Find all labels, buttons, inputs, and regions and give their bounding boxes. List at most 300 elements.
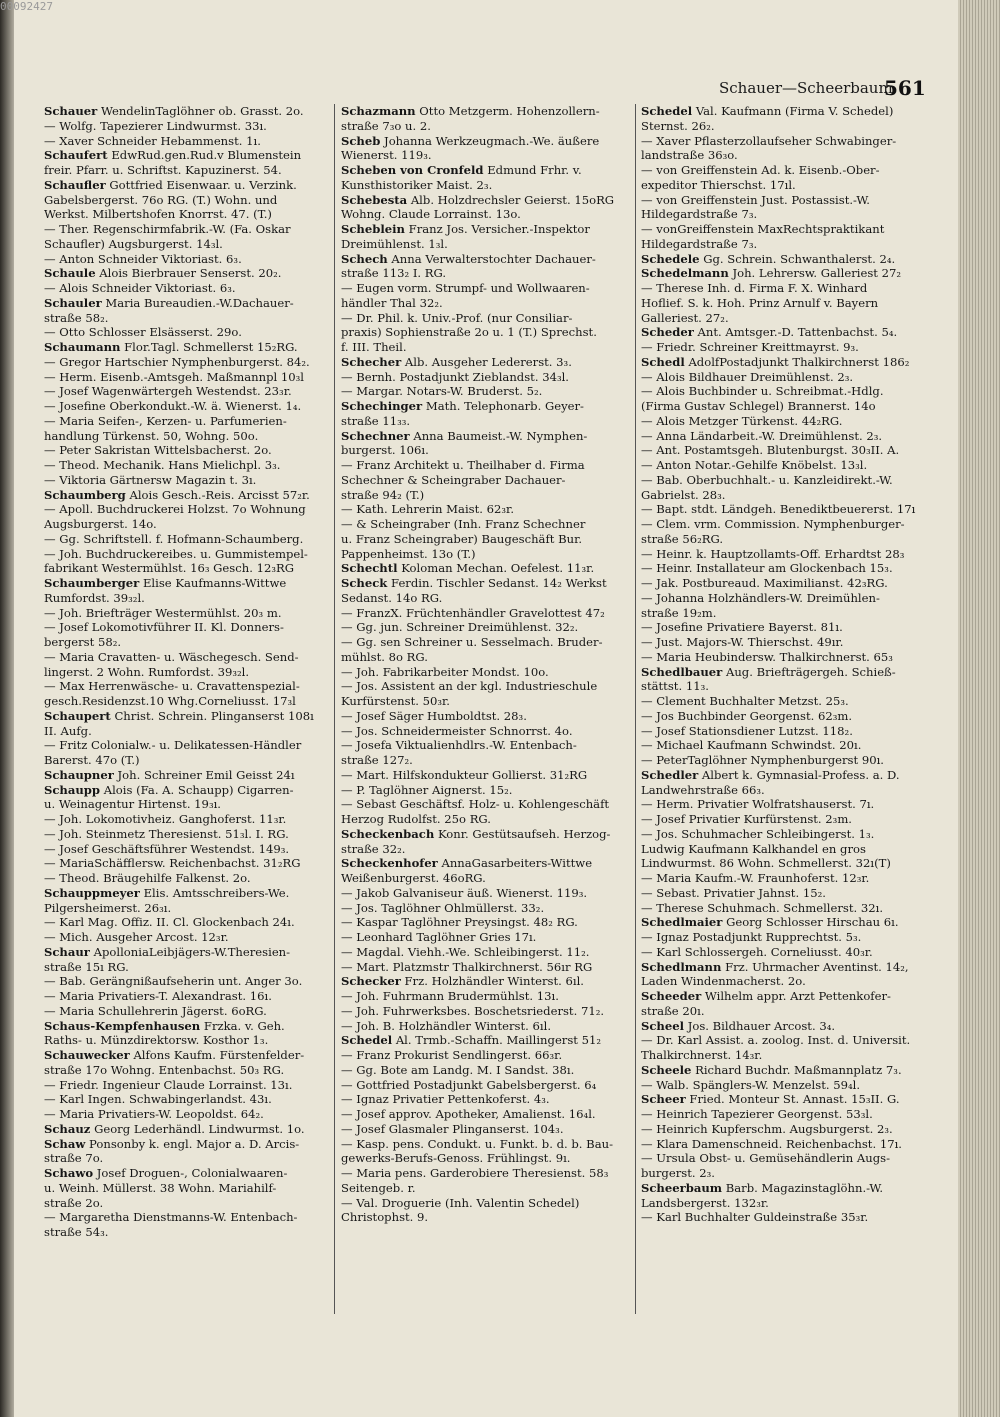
surname: Schechner <box>341 428 410 443</box>
entry-text: freir. Pfarr. u. Schriftst. Kapuzinerst. 54. <box>44 163 282 177</box>
directory-entry-line <box>44 974 328 989</box>
surname: Schechinger <box>341 399 423 413</box>
entry-text: — Jak. Postbureaud. Maximilianst. 42₃RG. <box>641 576 888 590</box>
directory-entry-line <box>44 384 328 399</box>
directory-entry-line <box>341 960 630 975</box>
entry-text: — Joh. Buchdruckereibes. u. Gummistempel- <box>44 546 308 561</box>
directory-entry-line <box>44 591 328 606</box>
directory-entry-line <box>641 1107 937 1122</box>
entry-text: Hoflief. S. k. Hoh. Prinz Arnulf v. Bayern <box>641 295 879 310</box>
directory-entry-line <box>341 311 630 326</box>
surname: Schedlbauer <box>641 664 723 679</box>
entry-text: u. Weinh. Müllerst. 38 Wohn. Mariahilf- <box>44 1180 277 1195</box>
entry-text: expeditor Thierschst. 17ıl. <box>641 177 796 192</box>
directory-entry-line <box>641 148 937 163</box>
directory-entry-line <box>341 532 630 547</box>
entry-text: — Friedr. Schreiner Kreittmayrst. 9₃. <box>641 340 859 354</box>
directory-entry-line <box>44 1137 328 1152</box>
directory-entry-line <box>44 620 328 635</box>
directory-entry-line <box>341 1137 630 1152</box>
directory-entry-line <box>44 915 328 930</box>
entry-text: — Josefine Oberkondukt.-W. ä. Wienerst. 1₄. <box>44 399 302 413</box>
entry-text: — Anton Notar.-Gehilfe Knöbelst. 13₃l. <box>641 458 868 472</box>
surname: Schauwecker <box>44 1048 130 1062</box>
surname: Schauer <box>44 104 98 118</box>
entry-text: Alfons Kaufm. Fürstenfelder- <box>133 1048 305 1062</box>
surname: Schechtl <box>341 561 398 576</box>
entry-text: Jos. Bildhauer Arcost. 3₄. <box>687 1018 836 1033</box>
entry-text: — Otto Schlosser Elsässerst. 29o. <box>44 325 242 340</box>
directory-entry-line <box>341 1048 630 1063</box>
directory-entry-line <box>341 1107 630 1122</box>
directory-entry-line <box>641 945 937 960</box>
entry-text: — Maria Privatiers-W. Leopoldst. 64₂. <box>44 1107 264 1121</box>
directory-entry-line <box>44 1078 328 1093</box>
directory-entry-line <box>44 517 328 532</box>
directory-entry-line <box>44 104 328 119</box>
directory-entry-line <box>44 458 328 473</box>
entry-text: — Jakob Galvaniseur äuß. Wienerst. 119₃. <box>341 885 588 900</box>
directory-entry-line <box>341 1166 630 1181</box>
entry-text: praxis) Sophienstraße 2o u. 1 (T.) Sprechst. <box>341 325 597 340</box>
entry-text: Seitengeb. r. <box>341 1180 416 1195</box>
directory-entry-line <box>341 384 630 399</box>
directory-entry-line <box>341 1151 630 1166</box>
directory-entry-line <box>341 163 630 178</box>
directory-entry-line <box>341 620 630 635</box>
entry-text: — Jos. Assistent an der kgl. Industrieschule <box>341 679 598 694</box>
directory-entry-line <box>341 399 630 414</box>
surname: Schaumann <box>44 340 121 354</box>
directory-entry-line <box>641 473 937 488</box>
surname: Schecker <box>341 974 401 989</box>
directory-entry-line <box>44 606 328 621</box>
entry-text: — Josef Wagenwärtergeh Westendst. 23₃r. <box>44 384 292 399</box>
entry-text: straße 7₃o u. 2. <box>341 118 431 133</box>
entry-text: u. Franz Scheingraber) Baugeschäft Bur. <box>341 531 583 546</box>
directory-entry-line <box>44 679 328 694</box>
entry-text: AnnaGasarbeiters-Wittwe <box>441 856 593 871</box>
entry-text: Raths- u. Münzdirektorsw. Kosthor 1₃. <box>44 1033 269 1048</box>
directory-entry-line <box>341 429 630 444</box>
entry-text: Al. Trmb.-Schaffn. Maillingerst 51₂ <box>395 1033 602 1048</box>
directory-entry-line <box>641 163 937 178</box>
directory-entry-line <box>44 237 328 252</box>
entry-text: — Josef Glasmaler Plinganserst. 104₃. <box>341 1121 564 1136</box>
directory-entry-line <box>341 709 630 724</box>
directory-entry-line <box>44 650 328 665</box>
directory-entry-line <box>341 783 630 798</box>
entry-text: Rumfordst. 39₃₂l. <box>44 590 145 605</box>
directory-entry-line <box>341 252 630 267</box>
entry-text: — Alois Metzger Türkenst. 44₂RG. <box>641 413 843 428</box>
entry-text: Frz. Holzhändler Winterst. 6ıl. <box>404 974 584 989</box>
directory-entry-line <box>341 1019 630 1034</box>
directory-entry-line <box>641 458 937 473</box>
entry-text: — Bab. Gerängnißaufseherin unt. Anger 3o. <box>44 974 303 989</box>
entry-text: — Wolfg. Tapezierer Lindwurmst. 33ı. <box>44 118 267 133</box>
directory-entry-line <box>341 915 630 930</box>
entry-text: — Alois Bildhauer Dreimühlenst. 2₃. <box>641 369 854 384</box>
directory-entry-line <box>641 724 937 739</box>
directory-entry-line <box>641 1048 937 1063</box>
directory-entry-line <box>641 296 937 311</box>
directory-entry-line <box>341 1004 630 1019</box>
entry-text: straße 17o Wohng. Entenbachst. 50₃ RG. <box>44 1062 285 1077</box>
directory-entry-line <box>641 1210 937 1225</box>
entry-text: straße 58₂. <box>44 310 109 325</box>
entry-text: — Franz Prokurist Sendlingerst. 66₃r. <box>341 1048 563 1062</box>
entry-text: straße 15ı RG. <box>44 959 129 974</box>
entry-text: Schaufler) Augsburgerst. 14₃l. <box>44 236 223 251</box>
directory-entry-line <box>641 665 937 680</box>
directory-entry-line <box>341 842 630 857</box>
entry-text: — Bab. Oberbuchhalt.- u. Kanzleidirekt.-W. <box>641 472 893 487</box>
entry-text: mühlst. 8o RG. <box>341 649 428 664</box>
entry-text: straße 7o. <box>44 1151 104 1166</box>
directory-entry-line <box>641 901 937 916</box>
entry-text: — Jos. Schneidermeister Schnorrst. 4o. <box>341 723 573 738</box>
entry-text: — von Greiffenstein Just. Postassist.-W. <box>641 192 870 207</box>
entry-text: — Maria Schullehrerin Jägerst. 6oRG. <box>44 1003 267 1018</box>
directory-entry-line <box>44 945 328 960</box>
directory-entry-line <box>44 1225 328 1240</box>
directory-entry-line <box>641 399 937 414</box>
entry-text: — Gg. jun. Schreiner Dreimühlenst. 32₂. <box>341 620 579 635</box>
directory-entry-line <box>641 679 937 694</box>
directory-entry-line <box>641 797 937 812</box>
directory-entry-line <box>641 1078 937 1093</box>
directory-entry-line <box>341 325 630 340</box>
entry-text: — Maria pens. Garderobiere Theresienst. 58₃ <box>341 1166 609 1180</box>
directory-entry-line <box>44 842 328 857</box>
entry-text: — Joh. Steinmetz Theresienst. 51₃l. I. RG. <box>44 826 289 841</box>
entry-text: — Apoll. Buchdruckerei Holzst. 7o Wohnung <box>44 502 306 517</box>
entry-text: Gottfried Eisenwaar. u. Verzink. <box>109 177 297 192</box>
directory-entry-line <box>44 930 328 945</box>
entry-text: — Josef approv. Apotheker, Amalienst. 16₄l. <box>341 1107 596 1121</box>
entry-text: Dreimühlenst. 1₃l. <box>341 236 448 251</box>
directory-entry-line <box>44 502 328 517</box>
directory-entry-line <box>44 532 328 547</box>
directory-entry-line <box>641 281 937 296</box>
directory-entry-line <box>641 886 937 901</box>
entry-text: Konr. Gestütsaufseh. Herzog- <box>437 826 611 841</box>
directory-entry-line <box>641 547 937 562</box>
entry-text: Ponsonby k. engl. Major a. D. Arcis- <box>89 1136 300 1151</box>
entry-text: — Maria Heubindersw. Thalkirchnerst. 65₃ <box>641 649 893 664</box>
surname: Schebesta <box>341 192 408 207</box>
column-divider <box>635 104 636 1314</box>
surname: Schedel <box>341 1033 393 1048</box>
entry-text: u. Weinagentur Hirtenst. 19₃ı. <box>44 797 221 812</box>
entry-text: bergerst 58₂. <box>44 635 122 649</box>
directory-entry-line <box>341 237 630 252</box>
entry-text: ApolloniaLeibjägers-W.Theresien- <box>93 944 291 959</box>
directory-entry-line <box>44 709 328 724</box>
directory-entry-line <box>341 945 630 960</box>
directory-entry-line <box>641 620 937 635</box>
surname: Scheckenbach <box>341 826 435 841</box>
directory-entry-line <box>341 1210 630 1225</box>
directory-entry-line <box>44 1107 328 1122</box>
directory-entry-line <box>341 797 630 812</box>
directory-entry-line <box>641 517 937 532</box>
entry-text: straße 94₂ (T.) <box>341 487 425 502</box>
entry-text: Maria Bureaudien.-W.Dachauer- <box>105 295 294 310</box>
directory-entry-line <box>641 311 937 326</box>
entry-text: Christ. Schrein. Plinganserst 108ı <box>114 708 314 723</box>
entry-text: Ludwig Kaufmann Kalkhandel en gros <box>641 841 866 856</box>
directory-entry-line <box>44 1210 328 1225</box>
entry-text: Ferdin. Tischler Sedanst. 14₂ Werkst <box>391 576 607 590</box>
directory-entry-line <box>641 443 937 458</box>
directory-entry-line <box>341 1078 630 1093</box>
entry-text: Galleriest. 27₂. <box>641 310 729 325</box>
entry-text: Herzog Rudolfst. 25o RG. <box>341 812 491 826</box>
directory-entry-line <box>341 724 630 739</box>
directory-entry-line <box>44 281 328 296</box>
directory-entry-line <box>341 930 630 945</box>
scan-id: 00092427 <box>0 0 53 13</box>
entry-text: — Anton Schneider Viktoriast. 6₃. <box>44 251 242 266</box>
entry-text: — Johanna Holzhändlers-W. Dreimühlen- <box>641 590 880 605</box>
directory-entry-line <box>341 1196 630 1211</box>
entry-text: — Kasp. pens. Condukt. u. Funkt. b. d. b. Bau- <box>341 1136 613 1151</box>
directory-entry-line <box>44 753 328 768</box>
entry-text: Gg. Schrein. Schwanthalerst. 2₄. <box>703 251 896 266</box>
entry-text: — Klara Damenschneid. Reichenbachst. 17ı. <box>641 1136 902 1151</box>
directory-entry-line <box>341 576 630 591</box>
entry-text: — Leonhard Taglöhner Gries 17ı. <box>341 930 537 944</box>
entry-text: Lindwurmst. 86 Wohn. Schmellerst. 32ı(T) <box>641 856 891 871</box>
directory-entry-line <box>44 561 328 576</box>
entry-text: — Maria Seifen-, Kerzen- u. Parfumerien- <box>44 413 287 428</box>
surname: Schaw <box>44 1136 86 1151</box>
entry-column-1 <box>44 104 328 1240</box>
entry-text: Thalkirchnerst. 14₃r. <box>641 1048 763 1062</box>
surname: Schauz <box>44 1121 91 1136</box>
directory-entry-line <box>641 502 937 517</box>
directory-entry-line <box>341 886 630 901</box>
directory-entry-line <box>341 1092 630 1107</box>
entry-text: Fried. Monteur St. Annast. 15₃II. G. <box>689 1092 900 1107</box>
surname: Schaupert <box>44 708 111 723</box>
surname: Schaupner <box>44 767 114 782</box>
surname: Schedlmann <box>641 959 722 974</box>
directory-entry-line <box>341 679 630 694</box>
entry-text: — Jos Buchbinder Georgenst. 62₃m. <box>641 708 853 723</box>
entry-text: — Herm. Privatier Wolfratshauserst. 7ı. <box>641 797 875 812</box>
directory-entry-line <box>44 399 328 414</box>
entry-text: Richard Buchdr. Maßmannplatz 7₃. <box>695 1062 902 1077</box>
directory-entry-line <box>641 325 937 340</box>
column-divider <box>334 104 335 1314</box>
directory-entry-line <box>44 119 328 134</box>
entry-text: Gabrielst. 28₃. <box>641 487 726 502</box>
directory-entry-line <box>341 738 630 753</box>
entry-text: gewerks-Berufs-Genoss. Frühlingst. 9ı. <box>341 1151 571 1166</box>
directory-entry-line <box>641 812 937 827</box>
surname: Schedlmaier <box>641 915 723 930</box>
surname: Schedelmann <box>641 266 729 281</box>
directory-entry-line <box>641 974 937 989</box>
entry-text: Anna Verwalterstochter Dachauer- <box>391 251 596 266</box>
directory-entry-line <box>44 296 328 311</box>
directory-entry-line <box>341 458 630 473</box>
directory-entry-line <box>641 650 937 665</box>
entry-text: — Max Herrenwäsche- u. Cravattenspezial- <box>44 679 300 694</box>
entry-text: landstraße 36₃o. <box>641 148 738 163</box>
directory-entry-line <box>641 1122 937 1137</box>
entry-text: handlung Türkenst. 50, Wohng. 50o. <box>44 428 259 443</box>
entry-text: — Clement Buchhalter Metzst. 25₃. <box>641 694 849 708</box>
surname: Schedler <box>641 767 699 782</box>
directory-entry-line <box>341 1063 630 1078</box>
directory-entry-line <box>641 1196 937 1211</box>
entry-text: — Mart. Hilfskondukteur Gollierst. 31₂RG <box>341 767 588 782</box>
directory-entry-line <box>641 606 937 621</box>
directory-entry-line <box>641 635 937 650</box>
directory-entry-line <box>341 414 630 429</box>
entry-text: II. Aufg. <box>44 723 92 738</box>
entry-column-3 <box>641 104 937 1225</box>
directory-entry-line <box>641 856 937 871</box>
directory-entry-line <box>44 488 328 503</box>
entry-text: — Gg. sen Schreiner u. Sesselmach. Bruder- <box>341 635 603 649</box>
entry-text: — Dr. Karl Assist. a. zoolog. Inst. d. Universit. <box>641 1033 911 1048</box>
directory-entry-line <box>44 1004 328 1019</box>
directory-entry-line <box>641 709 937 724</box>
entry-column-2 <box>341 104 630 1225</box>
surname: Schaule <box>44 266 96 281</box>
entry-text: — Fritz Colonialw.- u. Delikatessen-Händler <box>44 738 302 753</box>
directory-entry-line <box>44 1033 328 1048</box>
surname: Schaumberger <box>44 576 140 590</box>
entry-text: — Margaretha Dienstmanns-W. Entenbach- <box>44 1210 298 1225</box>
entry-text: — Xaver Schneider Hebammenst. 1ı. <box>44 133 261 148</box>
directory-entry-line <box>44 738 328 753</box>
entry-text: — Herm. Eisenb.-Amtsgeh. Maßmannpl 10₃l <box>44 369 305 384</box>
entry-text: burgerst. 2₃. <box>641 1166 715 1180</box>
entry-text: — Sebast Geschäftsf. Holz- u. Kohlengeschäft <box>341 797 610 812</box>
entry-text: fabrikant Westermühlst. 16₃ Gesch. 12₃RG <box>44 561 294 576</box>
directory-entry-line <box>641 1004 937 1019</box>
entry-text: — Theod. Bräugehilfe Falkenst. 2o. <box>44 871 251 885</box>
directory-entry-line <box>641 989 937 1004</box>
surname: Scheer <box>641 1092 686 1107</box>
directory-entry-line <box>44 1166 328 1181</box>
entry-text: Landsbergerst. 132₃r. <box>641 1195 769 1210</box>
directory-entry-line <box>641 561 937 576</box>
directory-entry-line <box>641 694 937 709</box>
directory-entry-line <box>44 355 328 370</box>
entry-text: Alois (Fa. A. Schaupp) Cigarren- <box>103 782 294 797</box>
surname: Schedl <box>641 354 685 369</box>
surname: Schaufler <box>44 177 106 192</box>
directory-entry-line <box>641 1019 937 1034</box>
directory-entry-line <box>341 104 630 119</box>
directory-entry-line <box>44 252 328 267</box>
surname: Schaus-Kempfenhausen <box>44 1018 201 1033</box>
directory-entry-line <box>341 974 630 989</box>
entry-text: — MariaSchäfflersw. Reichenbachst. 31₂RG <box>44 856 301 871</box>
directory-entry-line <box>641 1033 937 1048</box>
directory-entry-line <box>44 665 328 680</box>
directory-entry-line <box>641 207 937 222</box>
surname: Schedele <box>641 251 700 266</box>
directory-entry-line <box>341 222 630 237</box>
directory-entry-line <box>641 266 937 281</box>
directory-entry-line <box>341 296 630 311</box>
surname: Scheckenhofer <box>341 856 438 871</box>
entry-text: — Josef Säger Humboldtst. 28₃. <box>341 708 527 723</box>
surname: Scheder <box>641 325 694 340</box>
directory-entry-line <box>44 266 328 281</box>
entry-text: — Heinrich Tapezierer Georgenst. 53₃l. <box>641 1107 873 1121</box>
directory-entry-line <box>641 134 937 149</box>
directory-entry-line <box>341 266 630 281</box>
directory-entry-line <box>641 178 937 193</box>
entry-text: Sedanst. 14o RG. <box>341 590 443 605</box>
directory-entry-line <box>641 591 937 606</box>
entry-text: Barerst. 47o (T.) <box>44 753 140 767</box>
directory-entry-line <box>44 1196 328 1211</box>
entry-text: Albert k. Gymnasial-Profess. a. D. <box>701 767 900 782</box>
entry-text: — Maria Kaufm.-W. Fraunhoferst. 12₃r. <box>641 871 870 885</box>
entry-text: Edmund Frhr. v. <box>487 163 582 177</box>
directory-entry-line <box>641 768 937 783</box>
entry-text: Franz Jos. Versicher.-Inspektor <box>408 222 590 236</box>
entry-text: — Walb. Spänglers-W. Menzelst. 59₄l. <box>641 1077 861 1092</box>
entry-text: — Karl Schlossergeh. Corneliusst. 40₃r. <box>641 944 873 959</box>
running-head: Schauer—Scheerbaum <box>719 79 893 97</box>
entry-text: Gabelsbergerst. 76o RG. (T.) Wohn. und <box>44 192 278 207</box>
entry-text: straße 19₂m. <box>641 605 717 620</box>
entry-text: — Ignaz Privatier Pettenkoferst. 4₃. <box>341 1092 550 1107</box>
directory-entry-line <box>641 930 937 945</box>
directory-entry-line <box>341 812 630 827</box>
entry-text: — Karl Ingen. Schwabingerlandst. 43ı. <box>44 1092 272 1107</box>
entry-text: straße 113₂ I. RG. <box>341 266 447 281</box>
entry-text: Joh. Lehrersw. Galleriest 27₂ <box>732 266 902 281</box>
directory-entry-line <box>341 207 630 222</box>
directory-entry-line <box>341 561 630 576</box>
entry-text: — Ignaz Postadjunkt Rupprechtst. 5₃. <box>641 930 862 944</box>
directory-entry-line <box>341 1122 630 1137</box>
entry-text: — Clem. vrm. Commission. Nymphenburger- <box>641 517 905 531</box>
directory-entry-line <box>44 812 328 827</box>
entry-text: Georg Lederhändl. Lindwurmst. 1o. <box>94 1121 305 1136</box>
entry-text: — Josef Lokomotivführer II. Kl. Donners- <box>44 620 284 635</box>
directory-entry-line <box>44 207 328 222</box>
entry-text: Wohng. Claude Lorrainst. 13o. <box>341 207 521 222</box>
surname: Scheele <box>641 1062 692 1077</box>
directory-entry-line <box>341 193 630 208</box>
directory-entry-line <box>44 960 328 975</box>
directory-entry-line <box>341 355 630 370</box>
directory-entry-line <box>341 119 630 134</box>
entry-text: Pappenheimst. 13o (T.) <box>341 546 476 561</box>
directory-entry-line <box>341 665 630 680</box>
entry-text: — Mart. Platzmstr Thalkirchnerst. 56ır RG <box>341 959 593 974</box>
entry-text: — Viktoria Gärtnersw Magazin t. 3ı. <box>44 472 257 487</box>
directory-entry-line <box>341 178 630 193</box>
directory-entry-line <box>341 753 630 768</box>
directory-entry-line <box>44 193 328 208</box>
entry-text: Math. Telephonarb. Geyer- <box>425 399 584 413</box>
directory-entry-line <box>44 1019 328 1034</box>
